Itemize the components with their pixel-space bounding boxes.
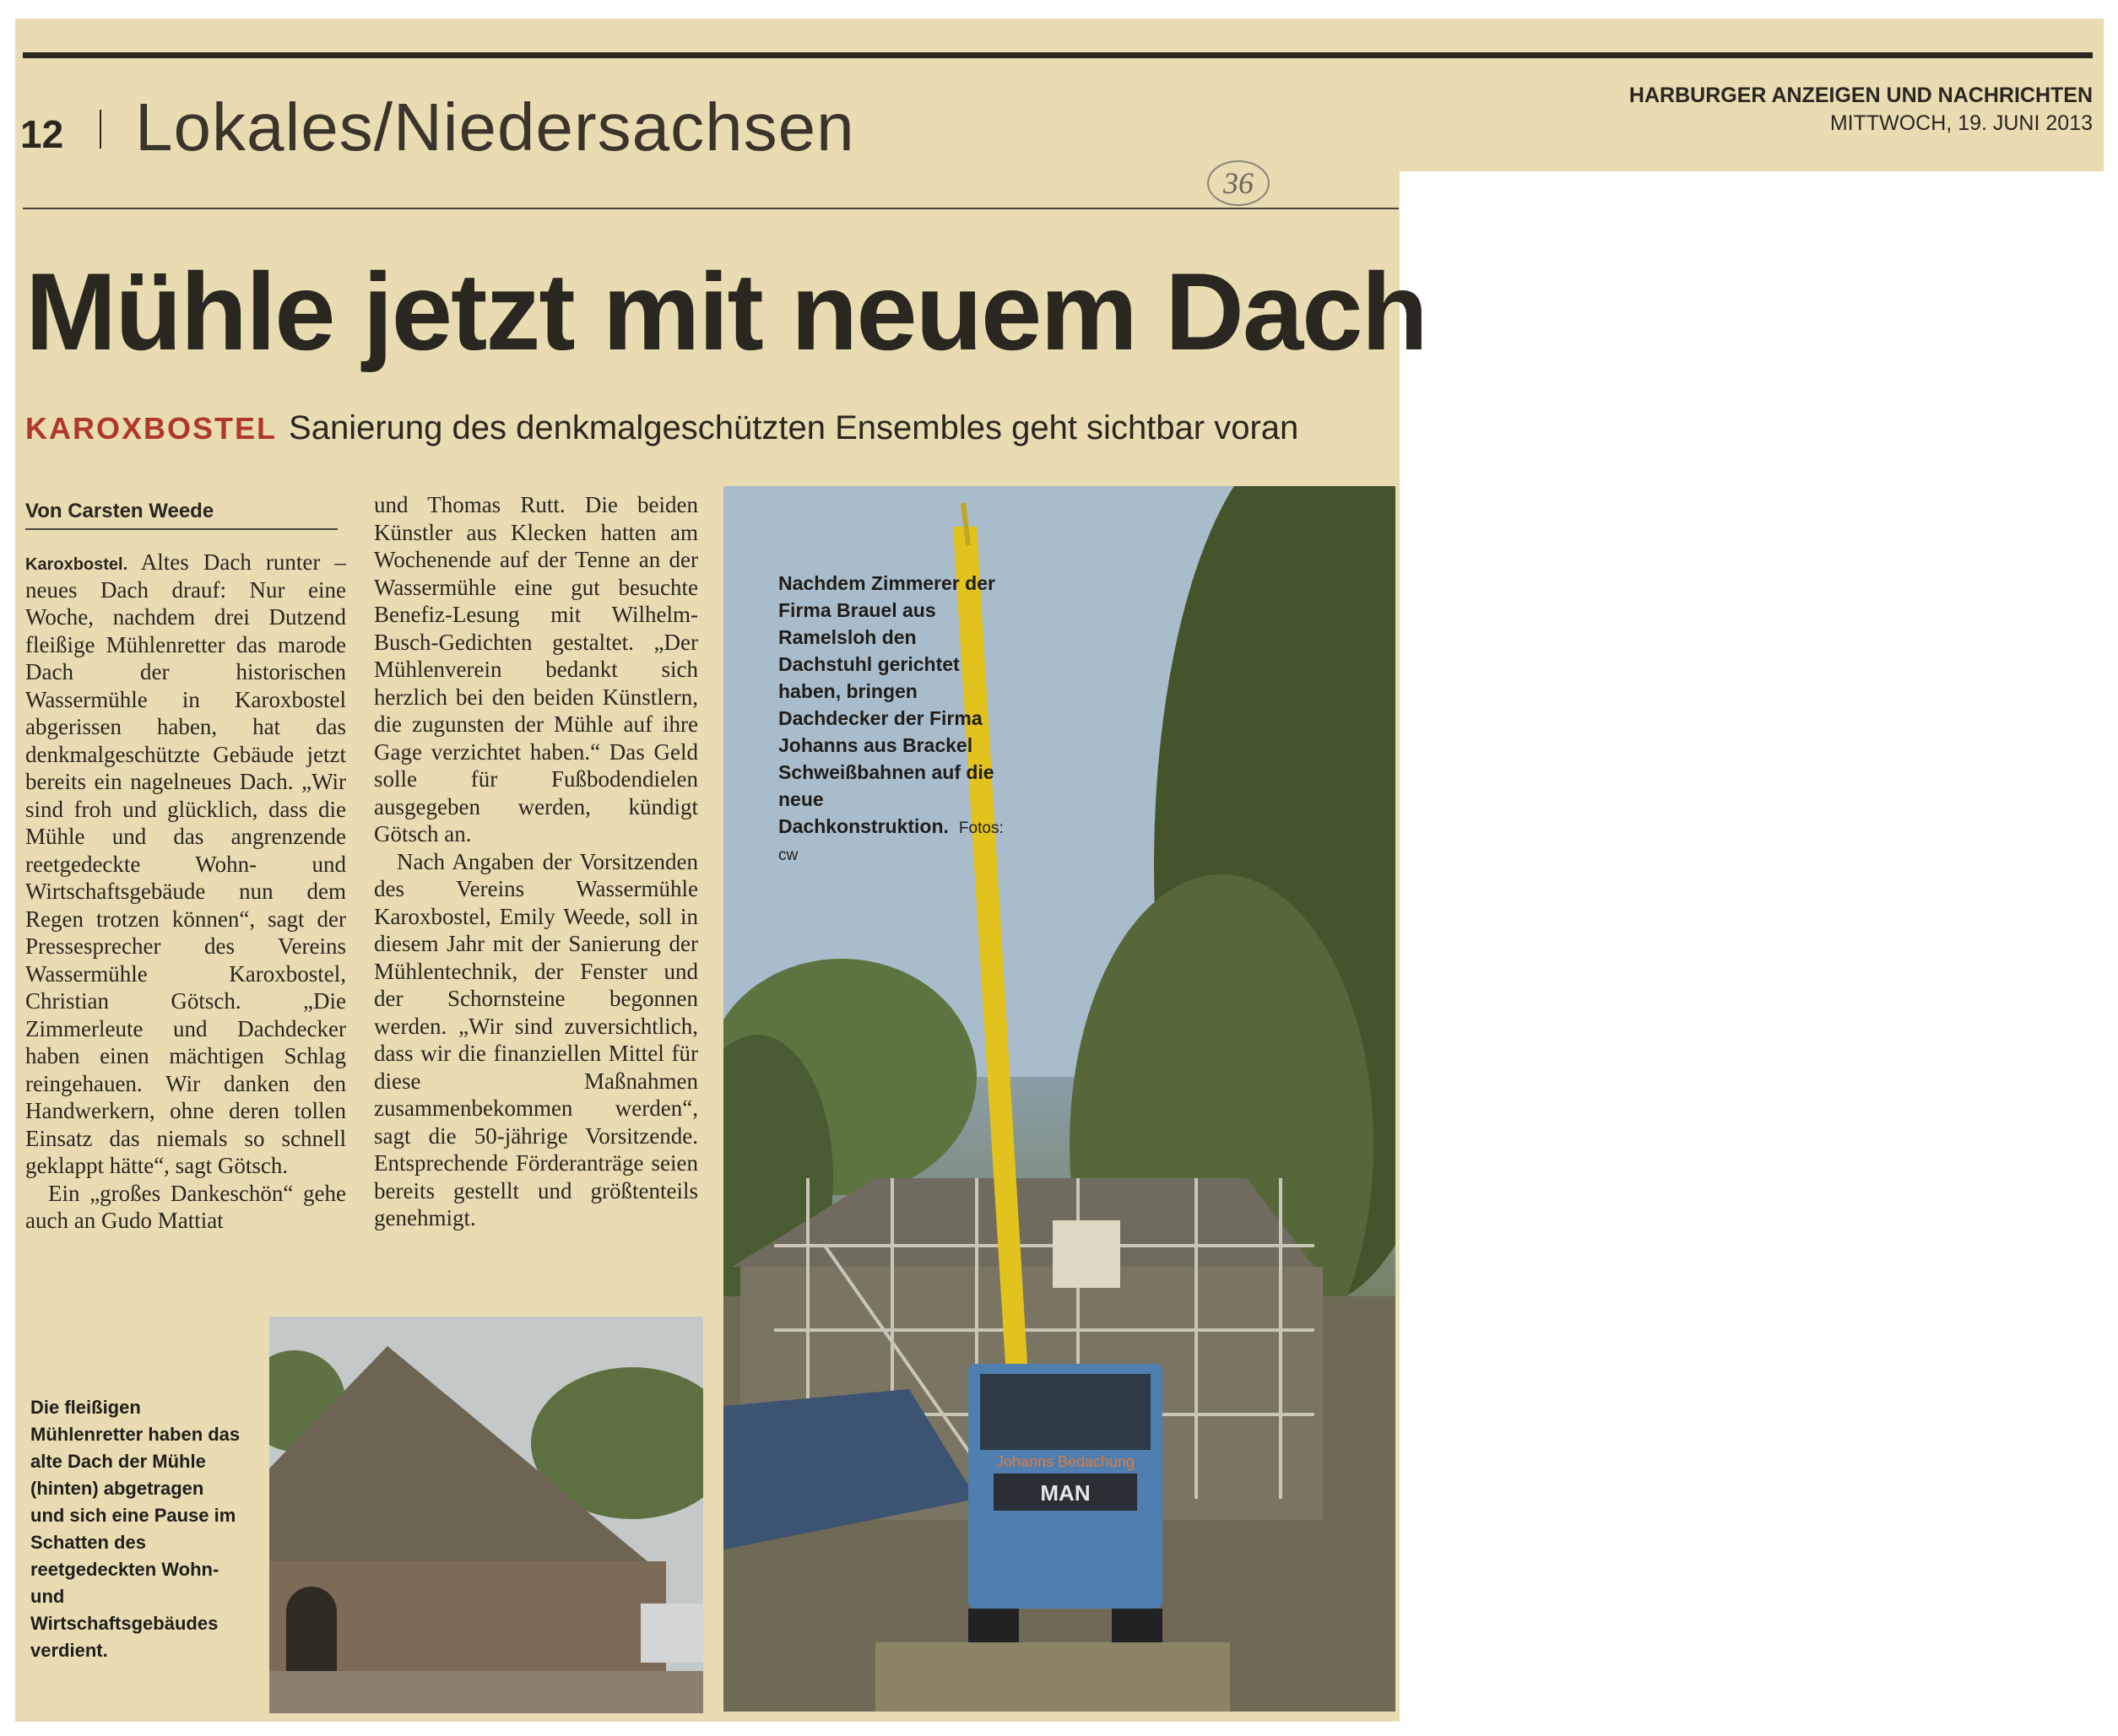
thatched-building-illustration [269, 1317, 703, 1713]
photo-thatched-building [269, 1317, 703, 1713]
article-paragraph [25, 549, 346, 1180]
truck-company-label: Johanns Bedachung [995, 1453, 1135, 1470]
small-photo-caption: Die fleißigen Mühlenretter haben das alte Dach der Mühle (hinten) abgetragen und sich eine Pause im Schatten des reetgedeckten Wohn- und Wirtschaftsgebäudes verdient. [30, 1397, 241, 1661]
article-paragraph: Ein „großes Dankeschön“ gehe auch an Gudo Mattiat [25, 1180, 346, 1233]
kicker [25, 409, 1298, 447]
main-photo-caption [778, 570, 1015, 867]
page-margin [0, 1722, 2118, 1736]
truck-brand: MAN [1040, 1480, 1091, 1506]
publication-date: MITTWOCH, 19. JUNI 2013 [1829, 111, 2093, 135]
kicker-location: KAROXBOSTEL [25, 411, 278, 446]
article-lead-text: Altes Dach runter – neues Dach drauf: Nur eine Woche, nachdem drei Dutzend fleißige Mühlenretter das marode Dach der historischen Wassermühle in Karoxbostel abgerissen haben, hat das denkmalgeschützte Gebäude jetzt bereits ein nagelneues Dach. „Wir sind froh und glücklich, dass die Mühle und das angrenzende reetgedeckte Wohn- und Wirtschaftsgebäude nun dem Regen trotzen können“, sagt der Pressesprecher des Vereins Wassermühle Karoxbostel, Christian Götsch. „Die Zimmerleute und Dachdecker haben einen mächtigen Schlag reingehauen. Wir danken den Handwerkern, ohne deren tollen Einsatz das niemals so schnell geklappt hätte“, sagt Götsch. [25, 549, 346, 1178]
header-rule [23, 52, 2093, 58]
blank-area [1400, 171, 2118, 1736]
main-caption-text: Nachdem Zimmerer der Firma Brauel aus Ramelsloh den Dachstuhl gerichtet haben, bringen Dachdecker der Firma Johanns aus Brackel Schweißbahnen auf die neue Dachkonstruktion. [778, 572, 995, 837]
page-number: 12 [20, 112, 64, 156]
publication-name: HARBURGER ANZEIGEN UND NACHRICHTEN [1628, 84, 2093, 107]
page-number-divider [100, 110, 101, 149]
section-title: Lokales/Niedersachsen [135, 89, 855, 165]
subheadline: Sanierung des denkmalgeschützten Ensembles geht sichtbar voran [289, 409, 1299, 446]
article-column-1 [25, 549, 346, 1235]
section-rule [23, 208, 1399, 209]
handwritten-number: 36 [1207, 160, 1270, 206]
headline: Mühle jetzt mit neuem Dach [25, 250, 1427, 373]
masthead [1629, 84, 2093, 136]
article-paragraph: Nach Angaben der Vorsitzenden des Vereins Wassermühle Karoxbostel, Emily Weede, soll in diesem Jahr mit der Sanierung der Mühlentechnik, der Fenster und der Schornsteine begonnen werden. „Wir sind zuversichtlich, dass wir die finanziellen Mittel für diese Maßnahmen zusammenbekommen werden“, sagt die 50-jährige Vorsitzende. Entsprechende Förderanträge seien bereits gestellt und größtenteils genehmigt. [374, 848, 698, 1230]
photo-credit: Fotos: cw [778, 819, 1004, 864]
article-column-2 [374, 491, 698, 1232]
byline: Von Carsten Weede [25, 500, 338, 530]
article-paragraph: und Thomas Rutt. Die beiden Künstler aus Klecken hatten am Wochenende auf der Tenne an der Wassermühle eine gut besuchte Benefiz-Lesung mit Wilhelm-Busch-Gedichten gestaltet. „Der Mühlenverein bedankt sich herzlich bei den beiden Künstlern, die zugunsten der Mühle auf ihre Gage verzichtet haben.“ Das Geld solle für Fußbodendielen ausgegeben werden, kündigt Götsch an. [374, 492, 698, 846]
dateline: Karoxbostel. [25, 555, 128, 574]
